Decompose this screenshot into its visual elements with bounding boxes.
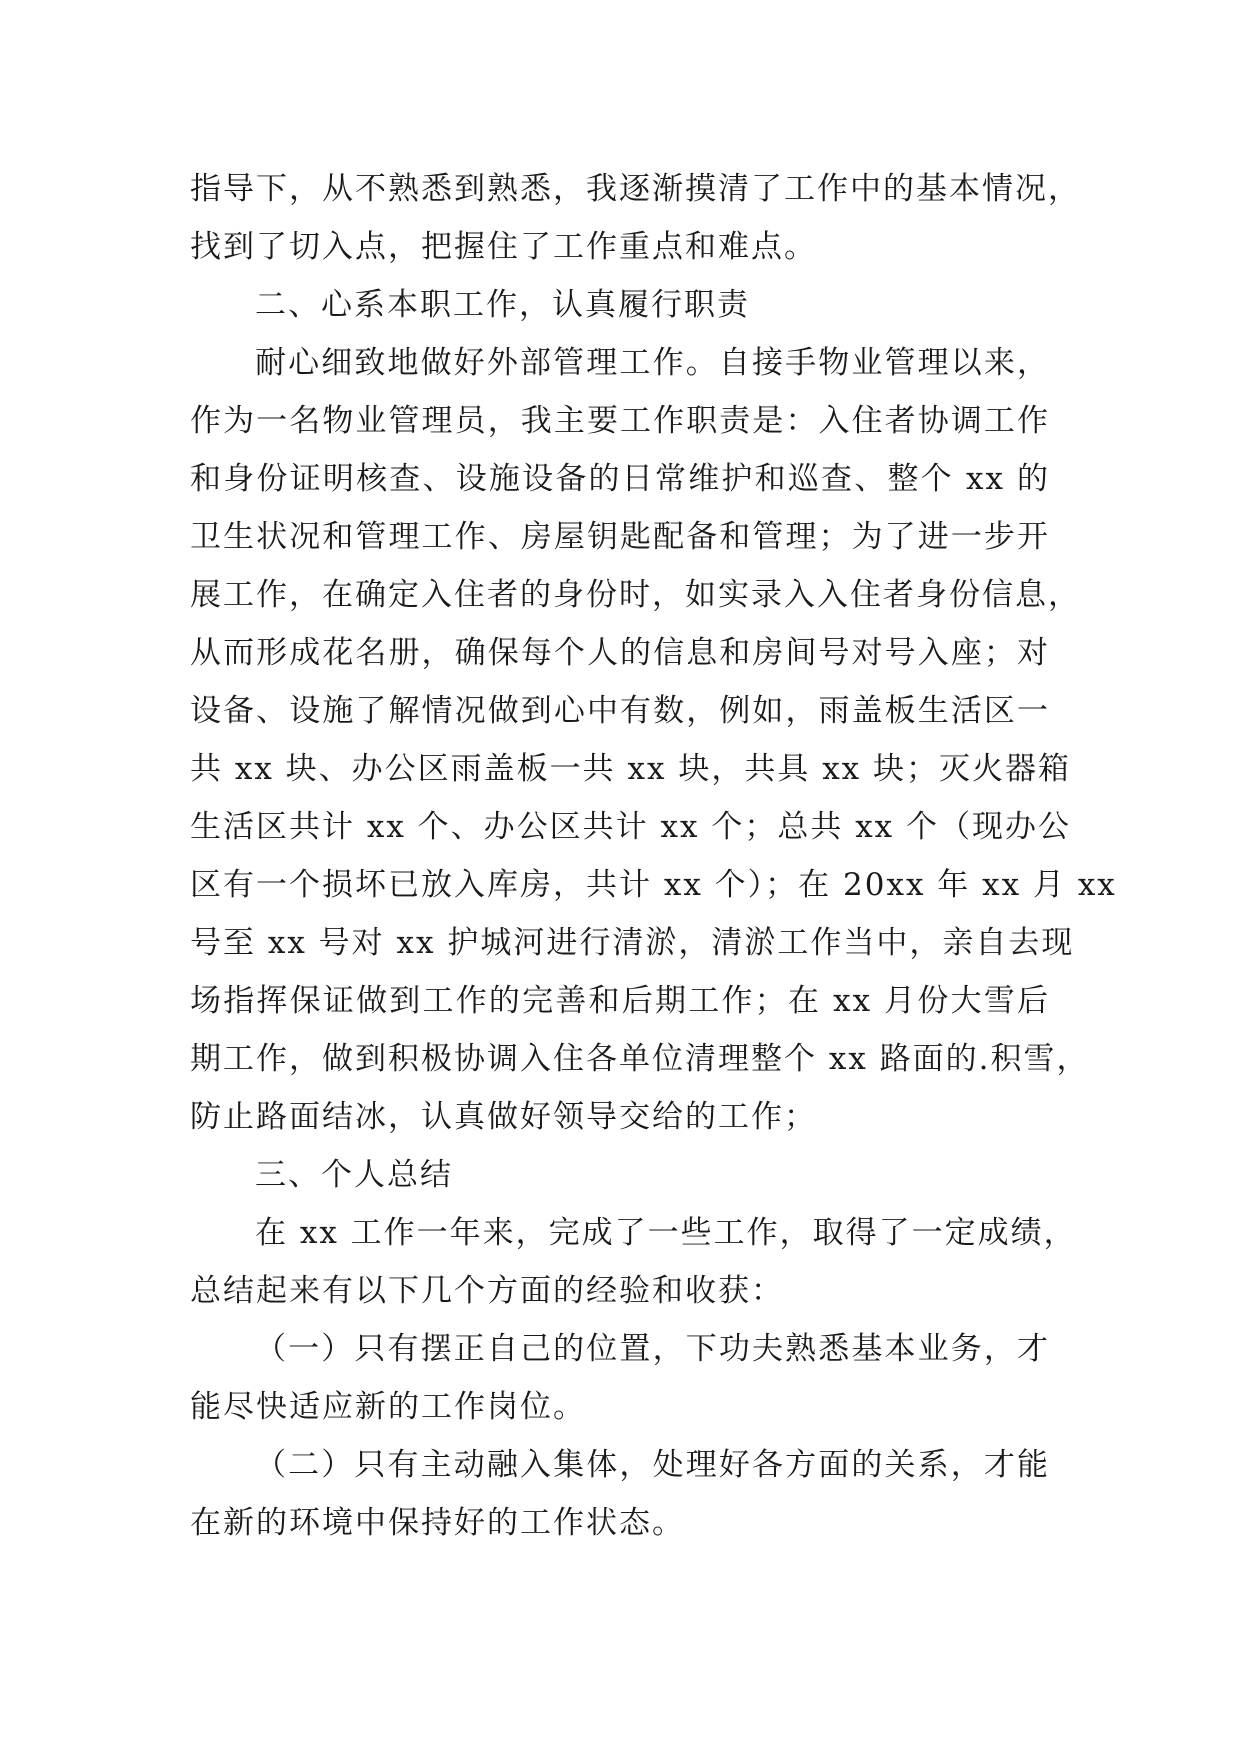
paragraph-line: 作为一名物业管理员，我主要工作职责是：入住者协调工作 [190, 403, 1050, 439]
paragraph-line: 在 xx 工作一年来，完成了一些工作，取得了一定成绩， [255, 1215, 1077, 1251]
list-item-line: （二）只有主动融入集体，处理好各方面的关系，才能 [255, 1447, 1050, 1483]
paragraph-line: 耐心细致地做好外部管理工作。自接手物业管理以来， [255, 345, 1050, 381]
section-heading: 三、个人总结 [255, 1157, 453, 1193]
section-heading: 二、心系本职工作，认真履行职责 [255, 287, 750, 323]
paragraph-line: 期工作，做到积极协调入住各单位清理整个 xx 路面的.积雪， [190, 1041, 1090, 1077]
paragraph-line: 场指挥保证做到工作的完善和后期工作；在 xx 月份大雪后 [190, 983, 1050, 1019]
paragraph-line: 设备、设施了解情况做到心中有数，例如，雨盖板生活区一 [190, 693, 1050, 729]
paragraph-line: 防止路面结冰，认真做好领导交给的工作； [190, 1099, 817, 1135]
paragraph-line: 找到了切入点，把握住了工作重点和难点。 [190, 229, 817, 265]
paragraph-line: 指导下，从不熟悉到熟悉，我逐渐摸清了工作中的基本情况， [190, 171, 1081, 207]
document-body [190, 160, 1117, 1552]
list-item-line: （一）只有摆正自己的位置，下功夫熟悉基本业务，才 [255, 1331, 1050, 1367]
paragraph-line: 从而形成花名册，确保每个人的信息和房间号对号入座；对 [190, 635, 1050, 671]
paragraph-line: 共 xx 块、办公区雨盖板一共 xx 块，共具 xx 块；灭火器箱 [190, 751, 1072, 787]
paragraph-line: 卫生状况和管理工作、房屋钥匙配备和管理；为了进一步开 [190, 519, 1050, 555]
paragraph-line: 展工作，在确定入住者的身份时，如实录入入住者身份信息， [190, 577, 1081, 613]
paragraph-line: 和身份证明核查、设施设备的日常维护和巡查、整个 xx 的 [190, 461, 1050, 497]
list-item-line: 在新的环境中保持好的工作状态。 [190, 1505, 685, 1541]
paragraph-line: 号至 xx 号对 xx 护城河进行清淤，清淤工作当中，亲自去现 [190, 925, 1075, 961]
paragraph-line: 生活区共计 xx 个、办公区共计 xx 个；总共 xx 个（现办公 [190, 809, 1072, 845]
paragraph-line: 总结起来有以下几个方面的经验和收获： [190, 1273, 784, 1309]
paragraph-line: 区有一个损坏已放入库房，共计 xx 个）；在 20xx 年 xx 月 xx [190, 867, 1117, 903]
list-item-line: 能尽快适应新的工作岗位。 [190, 1389, 586, 1425]
